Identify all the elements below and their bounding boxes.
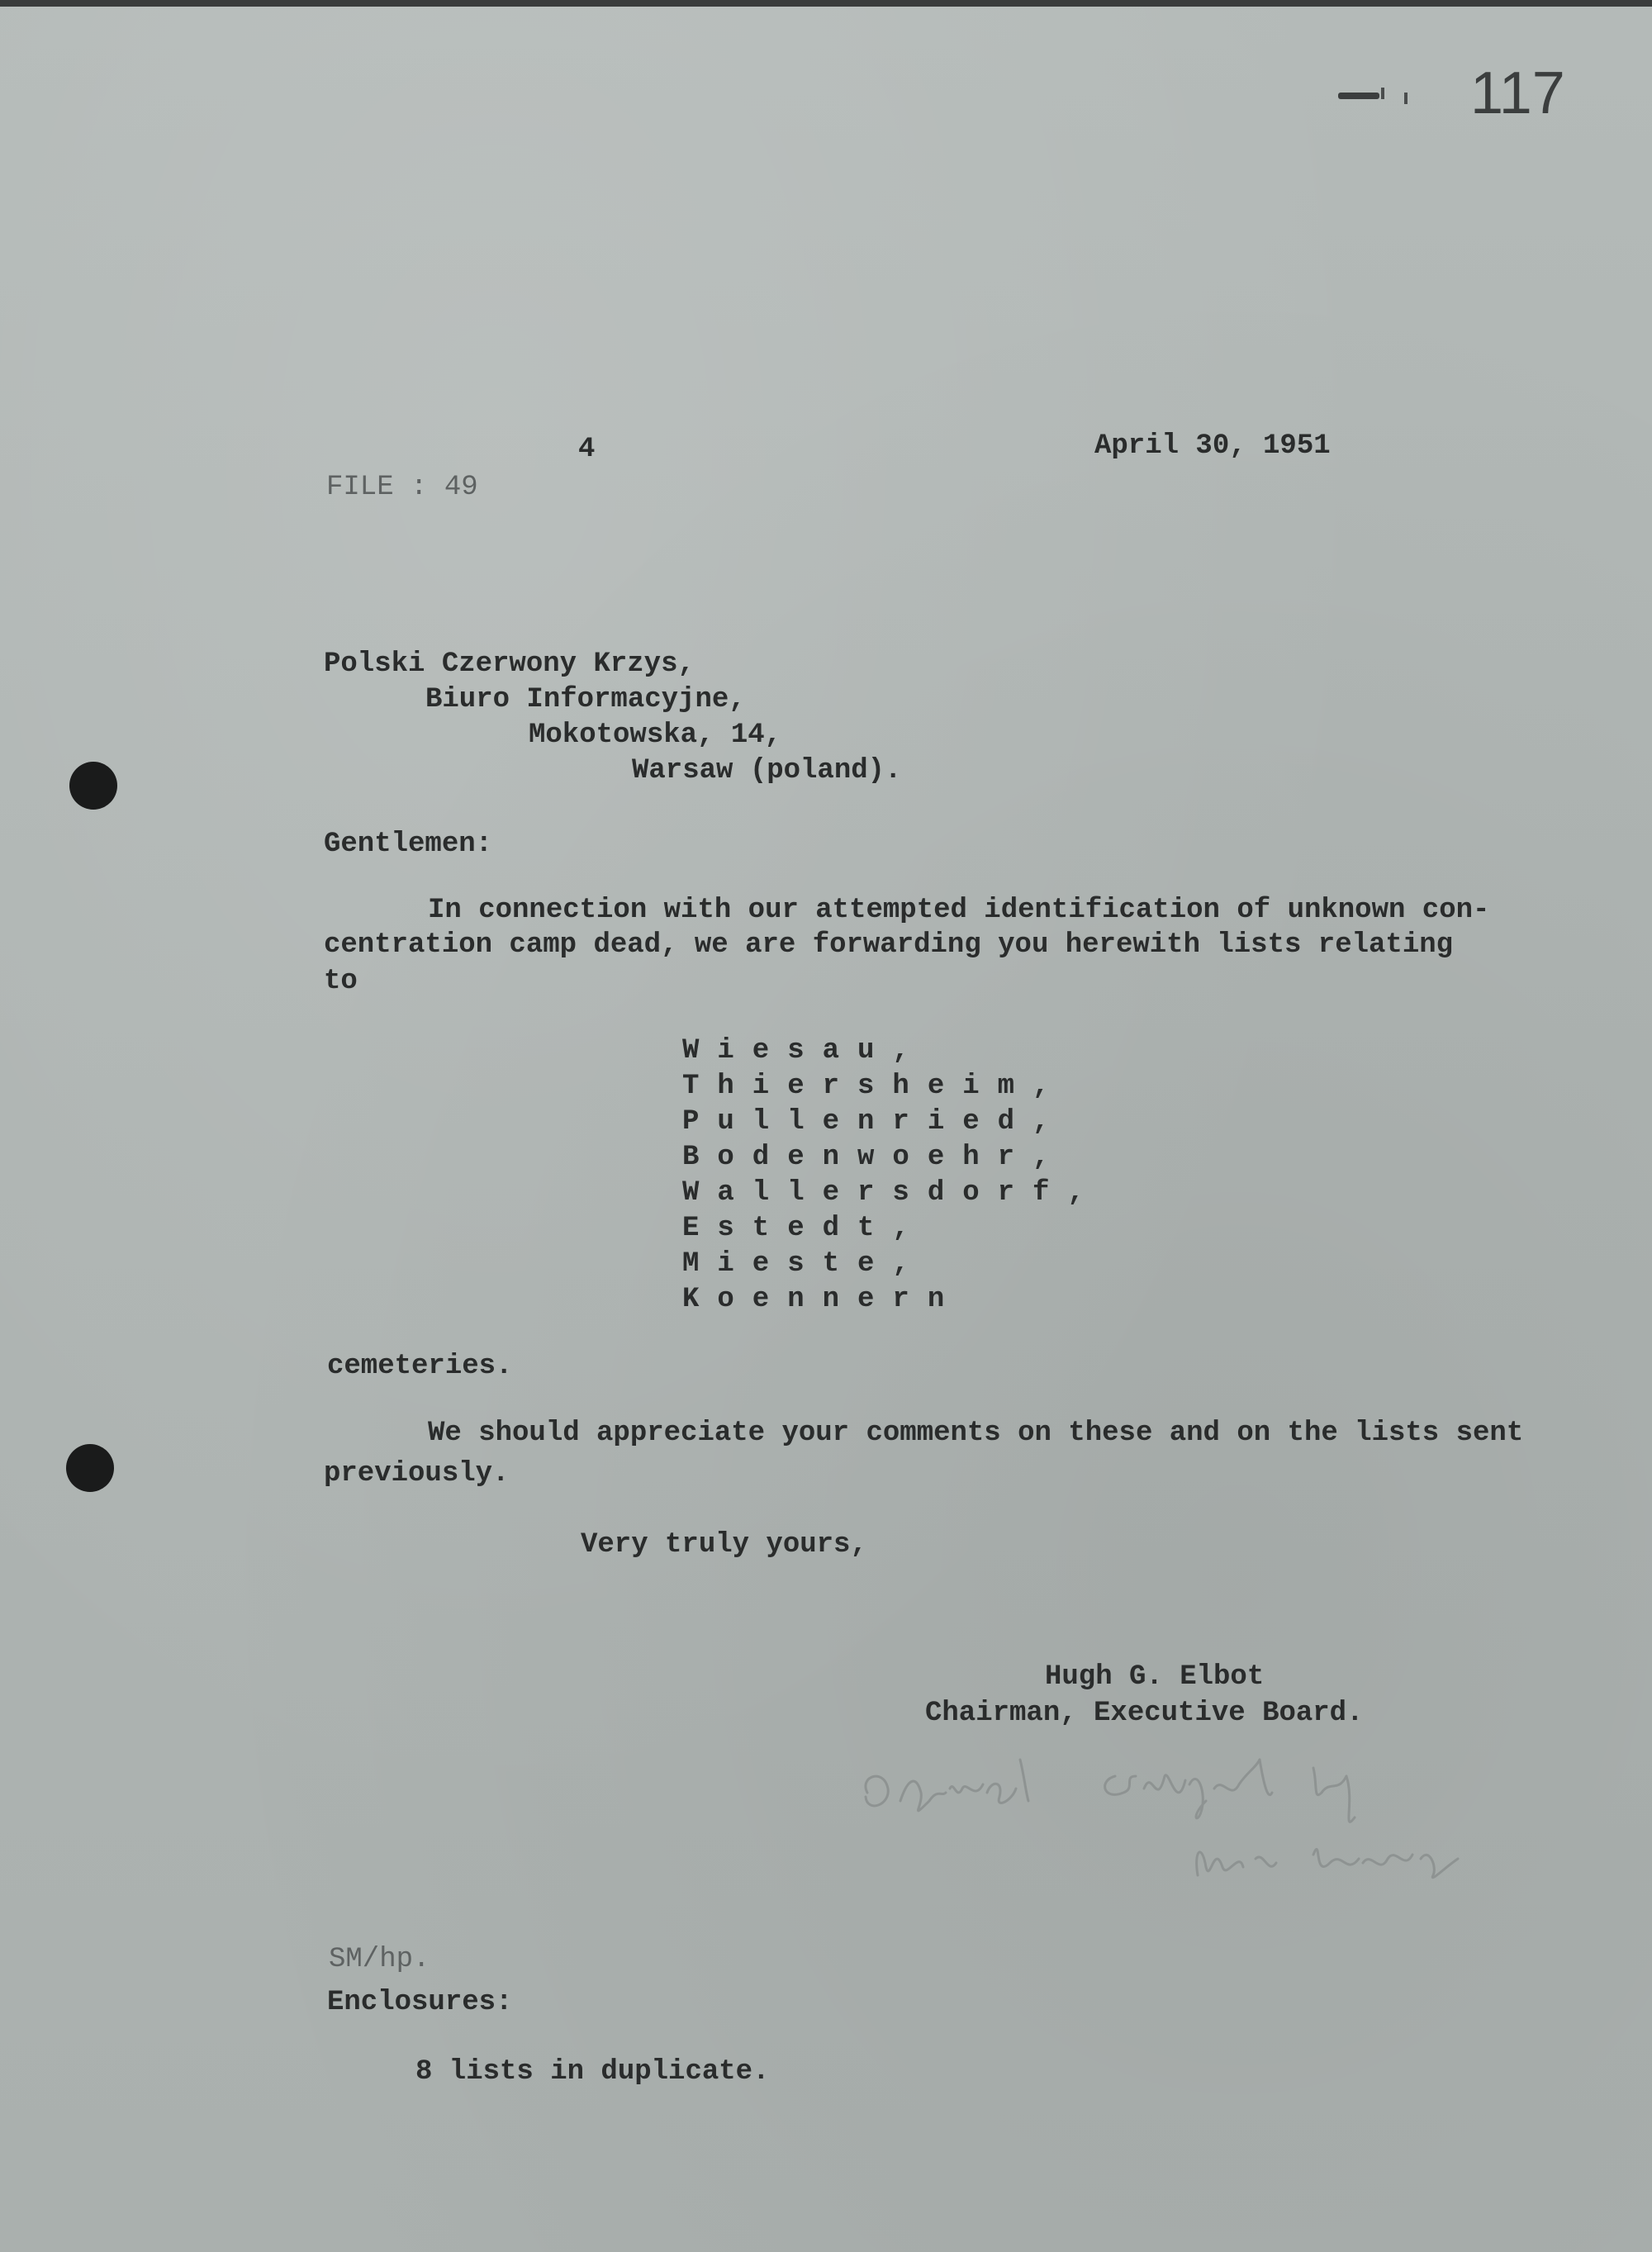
enclosures-detail: 8 lists in duplicate. [415, 2056, 770, 2088]
place-list-item: Pullenried, [682, 1106, 1068, 1138]
closing: Very truly yours, [581, 1529, 867, 1561]
place-list-item: Mieste, [682, 1248, 928, 1280]
after-list-text: cemeteries. [327, 1351, 513, 1382]
signer-name: Hugh G. Elbot [1045, 1661, 1265, 1693]
place-list-item: Estedt, [682, 1213, 928, 1244]
page-number-mark [1338, 93, 1379, 99]
initials: SM/hp. [329, 1944, 430, 1975]
letter-date: April 30, 1951 [1094, 430, 1331, 462]
place-list-item: Thiersheim, [682, 1071, 1068, 1102]
punch-hole [66, 1444, 114, 1492]
recipient-line-3: Mokotowska, 14, [529, 720, 782, 751]
place-list-item: Koennern [682, 1284, 963, 1315]
salutation: Gentlemen: [324, 829, 493, 860]
punch-hole [69, 762, 117, 810]
paragraph-2-line-2: previously. [324, 1458, 510, 1489]
paragraph-1-line-1: In connection with our attempted identification of unknown con- [428, 895, 1490, 926]
paragraph-1-line-2: centration camp dead, we are forwarding you herewith lists relating [324, 929, 1454, 961]
enclosures-label: Enclosures: [327, 1987, 513, 2018]
page-number-dot [1404, 93, 1408, 104]
page-number-dot [1381, 88, 1384, 99]
number-mark: 4 [578, 434, 596, 465]
page-number: 117 [1470, 60, 1565, 126]
file-reference: FILE : 49 [326, 472, 478, 503]
handwritten-signature [851, 1743, 1528, 1933]
signer-title: Chairman, Executive Board. [925, 1698, 1364, 1729]
page-top-edge [0, 0, 1652, 7]
place-list-item: Wallersdorf, [682, 1177, 1103, 1209]
place-list-item: Bodenwoehr, [682, 1142, 1068, 1173]
paragraph-2-line-1: We should appreciate your comments on these and on the lists sent [428, 1418, 1524, 1449]
place-list-item: Wiesau, [682, 1035, 928, 1067]
paragraph-1-line-3: to [324, 966, 358, 997]
recipient-line-4: Warsaw (poland). [632, 755, 902, 786]
recipient-line-1: Polski Czerwony Krzys, [324, 649, 695, 680]
recipient-line-2: Biuro Informacyjne, [425, 684, 746, 715]
